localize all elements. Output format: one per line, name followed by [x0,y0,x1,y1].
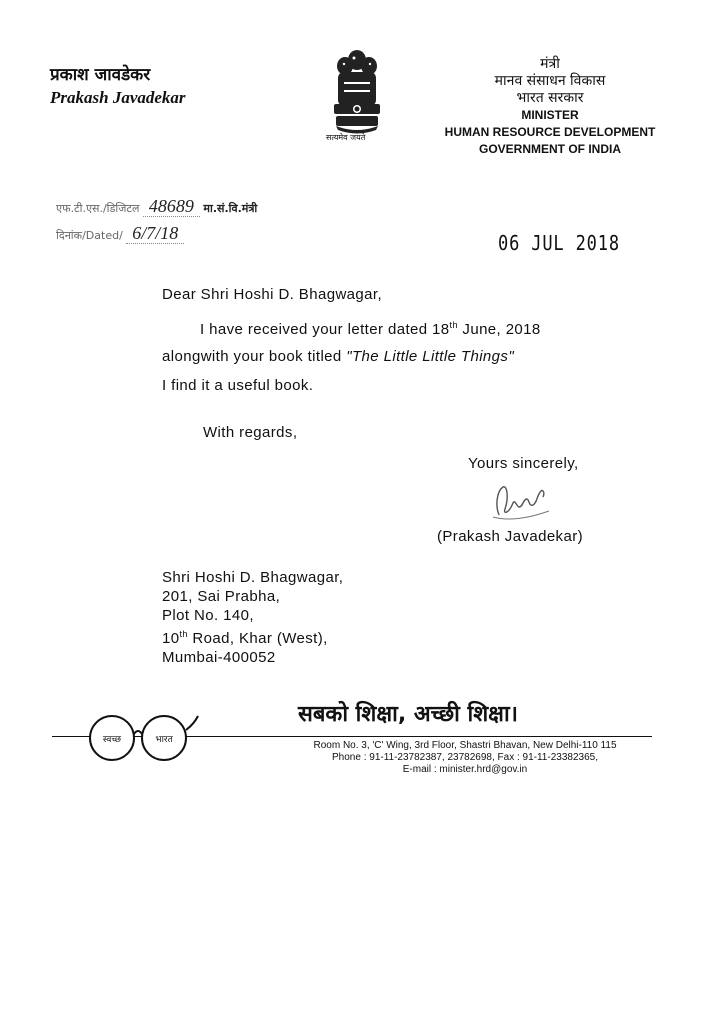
footer-contact [290,740,640,776]
reference-stamp [56,194,257,248]
address-line-4 [162,625,343,648]
address-line-4-sup: th [179,629,188,639]
swachh-label: स्वच्छ [102,735,122,745]
reference-date-label: दिनांक/Dated/ [56,229,123,242]
title-hindi-ministry: मानव संसाधन विकास [494,73,606,89]
bharat-label: भारत [155,735,173,745]
signature-icon [487,477,557,525]
swachh-bharat-spectacles-icon [80,710,200,766]
recipient-address [162,568,343,667]
letter-line-1-sup: th [449,320,458,330]
letter-line-2-text: alongwith your book titled [162,348,347,365]
minister-name-hindi: प्रकाश जावडेकर [50,65,151,85]
footer-tagline: सबको शिक्षा, अच्छी शिक्षा। [298,702,518,727]
national-emblem-icon [322,42,392,142]
letter-line-1-date: June, 2018 [457,321,541,338]
minister-name-english: Prakash Javadekar [50,88,186,107]
title-english-government: GOVERNMENT OF INDIA [478,142,621,156]
reference-label: एफ.टी.एस./डिजिटल [56,202,140,215]
address-line-4-rest: Road, Khar (West), [187,630,328,647]
signatory-name: (Prakash Javadekar) [437,528,583,545]
address-line-1: Shri Hoshi D. Bhagwagar, [162,569,344,586]
letter-line-1-text: I have received your letter dated 18 [200,321,450,338]
email-address: E-mail : minister.hrd@gov.in [402,764,528,775]
book-title: "The Little Little Things" [346,348,515,365]
letter-line-2 [162,348,514,365]
title-english-minister: MINISTER [521,108,579,122]
reference-suffix: मा.सं.वि.मंत्री [203,202,258,215]
address-line-5: Mumbai-400052 [162,649,276,666]
title-english-ministry: HUMAN RESOURCE DEVELOPMENT [444,125,656,139]
letter-line-1 [200,320,541,338]
office-address: Room No. 3, 'C' Wing, 3rd Floor, Shastri Bhavan, New Delhi-110 115 [313,740,617,751]
reference-date: 6/7/18 [126,223,184,244]
reference-number: 48689 [143,196,200,217]
title-hindi-government: भारत सरकार [516,90,584,106]
closing: Yours sincerely, [468,455,579,472]
address-line-2: 201, Sai Prabha, [162,588,281,605]
title-hindi-minister: मंत्री [540,56,560,72]
regards: With regards, [203,424,298,441]
phone-fax: Phone : 91-11-23782387, 23782698, Fax : 91-11-23382365, [332,752,598,763]
salutation: Dear Shri Hoshi D. Bhagwagar, [162,286,383,303]
emblem-motto: सत्यमेव जयते [326,133,366,142]
letter-line-3: I find it a useful book. [162,377,314,394]
date-stamp: 06 JUL 2018 [498,231,620,255]
address-line-4-num: 10 [162,630,180,647]
minister-title-block [430,56,670,158]
address-line-3: Plot No. 140, [162,607,254,624]
